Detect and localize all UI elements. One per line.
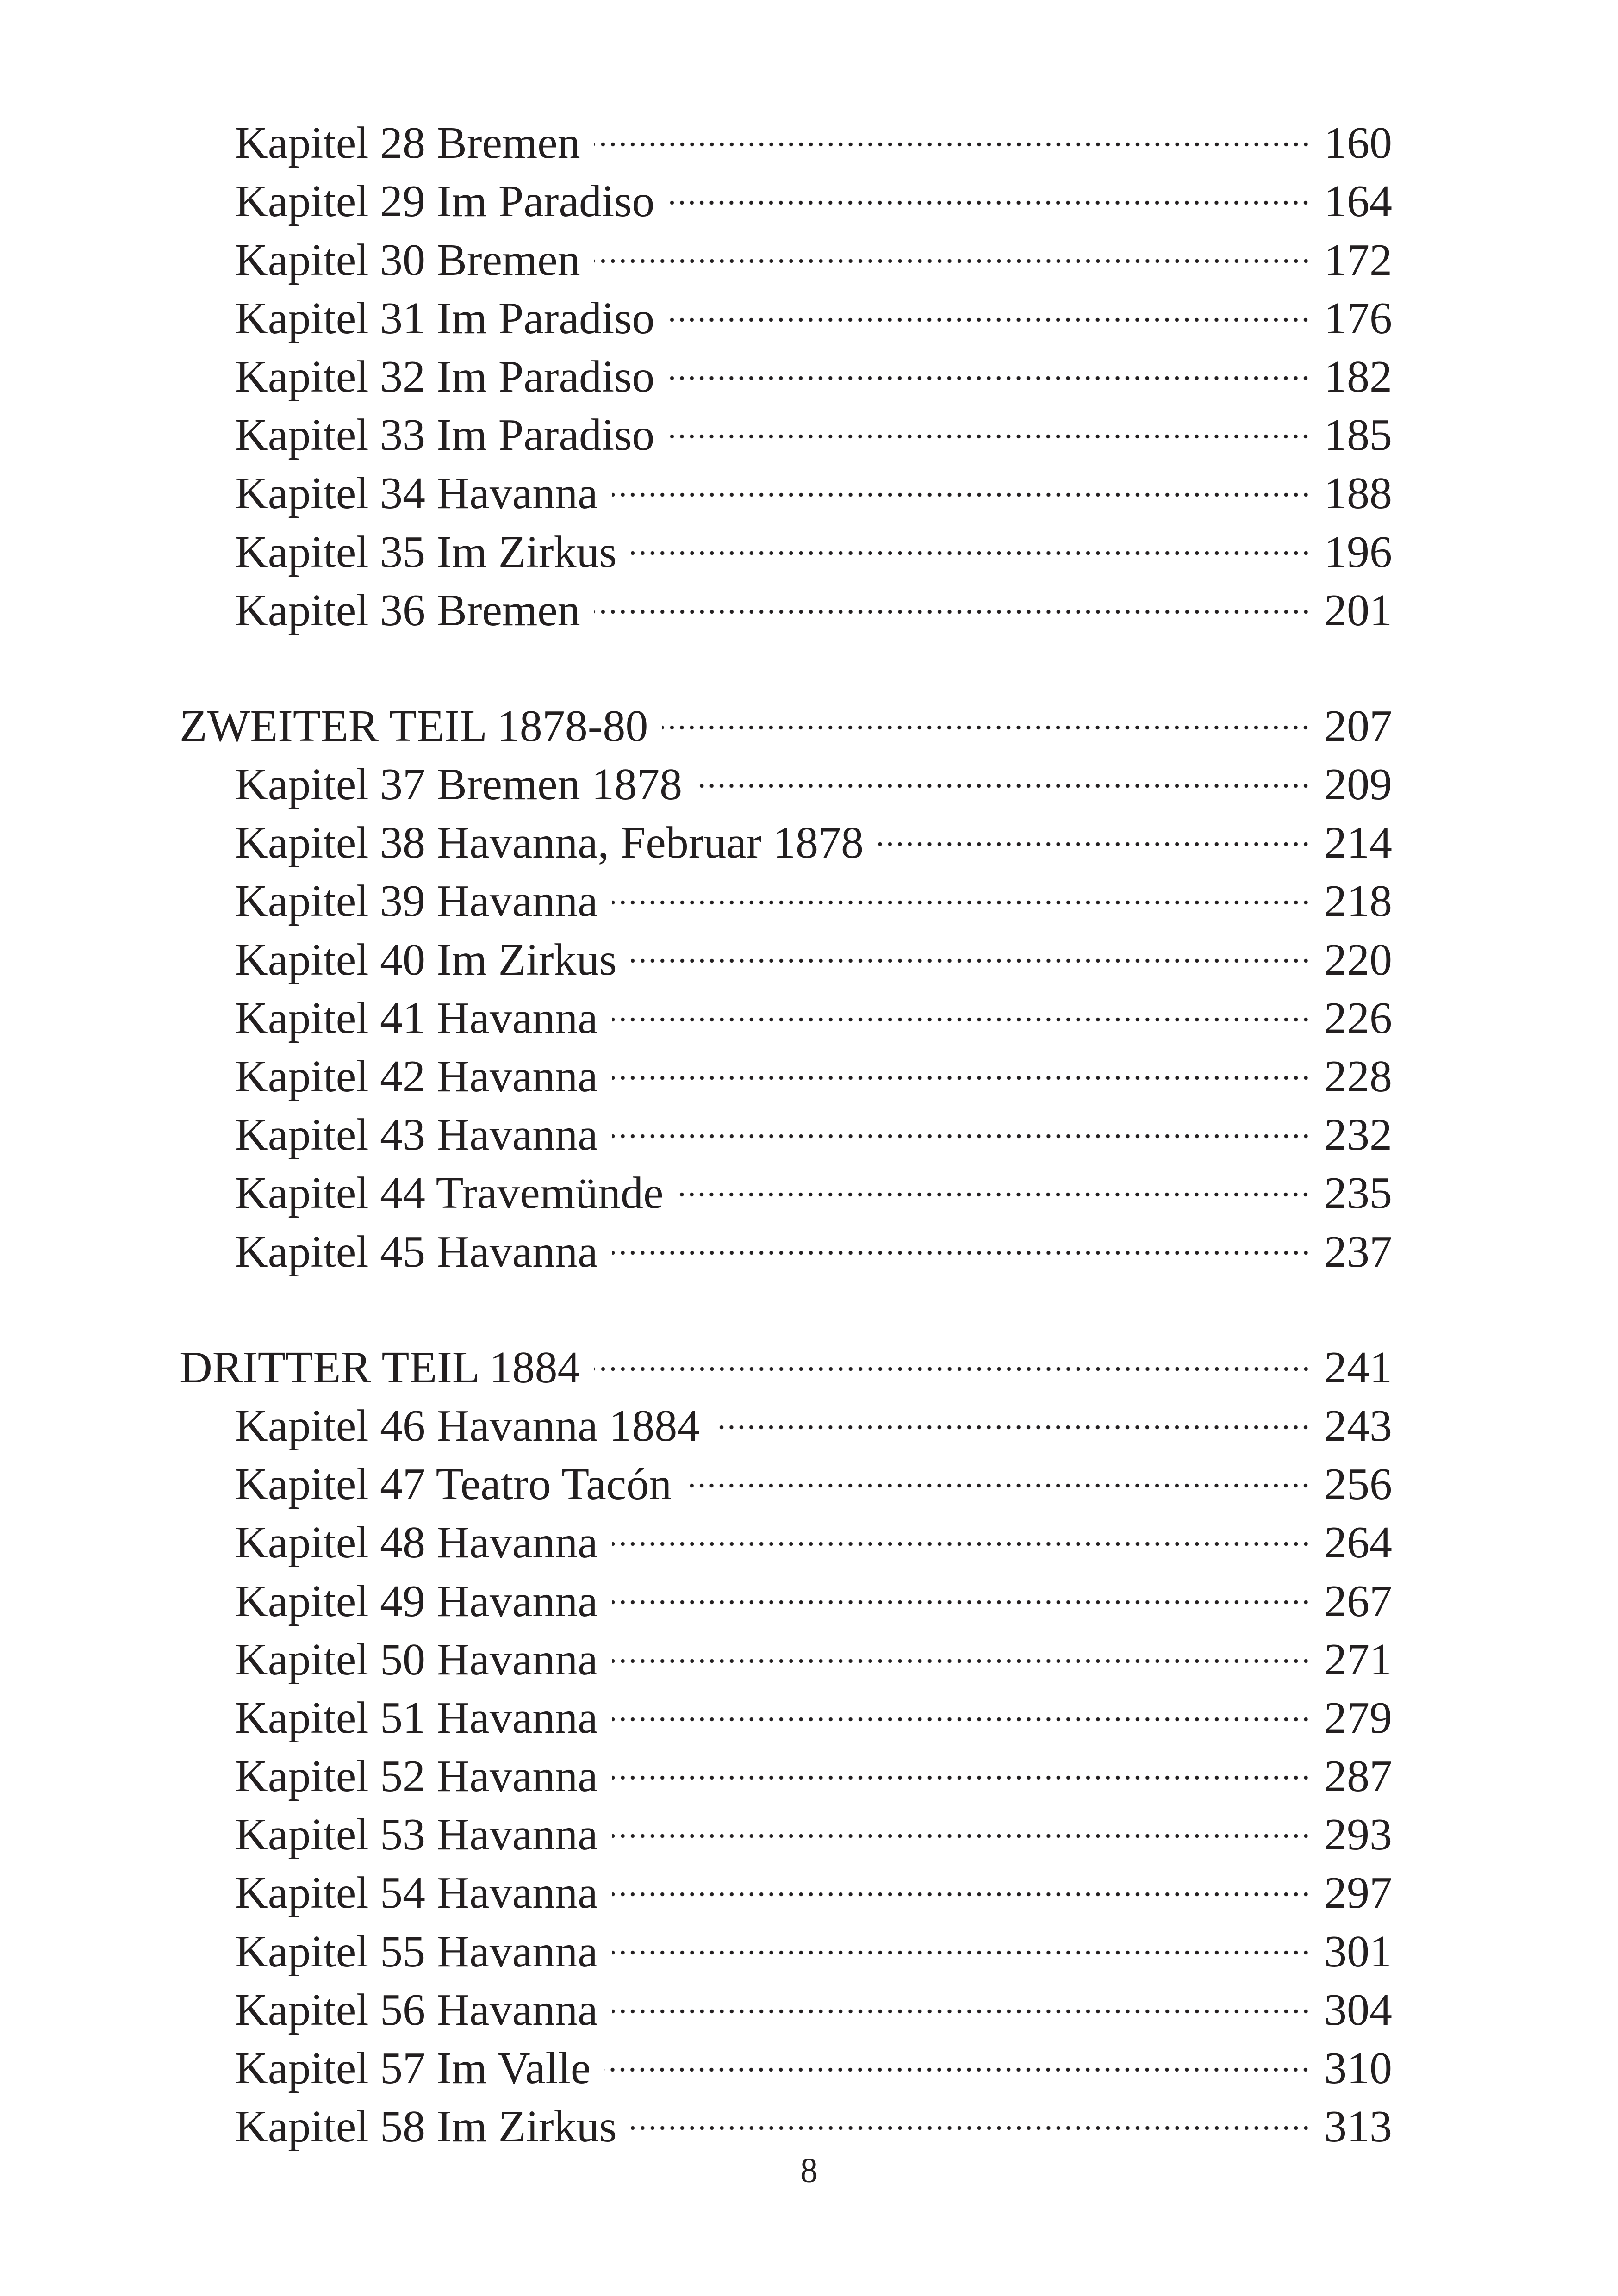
- toc-part-entry: [180, 1324, 1392, 1393]
- dot-leader: [714, 1382, 1311, 1441]
- dot-leader: [877, 799, 1311, 858]
- entry-page-number: 271: [1324, 1634, 1392, 1685]
- dot-leader: [612, 1849, 1311, 1908]
- dot-leader: [612, 1557, 1311, 1616]
- entry-page-number: 232: [1324, 1110, 1392, 1160]
- dot-leader: [668, 158, 1311, 216]
- dot-leader: [677, 1150, 1311, 1208]
- dot-leader: [631, 916, 1311, 974]
- entry-page-number: 220: [1324, 934, 1392, 985]
- entry-title: Kapitel 55 Havanna: [235, 1926, 598, 1977]
- entry-page-number: 264: [1324, 1518, 1392, 1568]
- entry-title: Kapitel 28 Bremen: [235, 118, 580, 168]
- entry-page-number: 287: [1324, 1751, 1392, 1802]
- entry-page-number: 164: [1324, 176, 1392, 227]
- entry-page-number: 182: [1324, 351, 1392, 402]
- dot-leader: [612, 1499, 1311, 1557]
- entry-title: Kapitel 51 Havanna: [235, 1692, 598, 1743]
- page-number: 8: [800, 2151, 818, 2190]
- table-of-contents: [180, 100, 1392, 2152]
- entry-title: Kapitel 33 Im Paradiso: [235, 410, 655, 460]
- entry-title: Kapitel 46 Havanna 1884: [235, 1400, 700, 1451]
- entry-title: Kapitel 56 Havanna: [235, 1985, 598, 2035]
- entry-title: Kapitel 38 Havanna, Februar 1878: [235, 818, 864, 868]
- entry-page-number: 243: [1324, 1400, 1392, 1451]
- entry-title: Kapitel 36 Bremen: [235, 585, 580, 635]
- entry-page-number: 241: [1324, 1342, 1392, 1393]
- entry-page-number: 214: [1324, 818, 1392, 868]
- dot-leader: [662, 683, 1311, 741]
- entry-page-number: 310: [1324, 2043, 1392, 2093]
- dot-leader: [612, 1208, 1311, 1266]
- entry-title: Kapitel 48 Havanna: [235, 1518, 598, 1568]
- entry-page-number: 297: [1324, 1868, 1392, 1918]
- dot-leader: [612, 1033, 1311, 1091]
- entry-page-number: 188: [1324, 468, 1392, 519]
- entry-page-number: 226: [1324, 993, 1392, 1043]
- entry-title: Kapitel 34 Havanna: [235, 468, 598, 519]
- entry-page-number: 237: [1324, 1226, 1392, 1277]
- entry-title: Kapitel 30 Bremen: [235, 235, 580, 285]
- entry-title: Kapitel 35 Im Zirkus: [235, 527, 617, 577]
- entry-title: Kapitel 53 Havanna: [235, 1810, 598, 1860]
- dot-leader: [604, 2025, 1311, 2083]
- entry-title: Kapitel 29 Im Paradiso: [235, 176, 655, 227]
- entry-page-number: 313: [1324, 2102, 1392, 2152]
- entry-title: Kapitel 40 Im Zirkus: [235, 934, 617, 985]
- dot-leader: [612, 1616, 1311, 1674]
- entry-page-number: 185: [1324, 410, 1392, 460]
- dot-leader: [612, 450, 1311, 508]
- dot-leader: [594, 216, 1311, 274]
- dot-leader: [685, 1441, 1311, 1499]
- entry-title: Kapitel 31 Im Paradiso: [235, 293, 655, 343]
- dot-leader: [594, 1324, 1311, 1382]
- dot-leader: [612, 1091, 1311, 1150]
- entry-title: Kapitel 37 Bremen 1878: [235, 759, 683, 810]
- entry-page-number: 304: [1324, 1985, 1392, 2035]
- toc-part-entry: [180, 683, 1392, 751]
- entry-page-number: 279: [1324, 1692, 1392, 1743]
- entry-title: Kapitel 47 Teatro Tacón: [235, 1459, 672, 1510]
- entry-page-number: 196: [1324, 527, 1392, 577]
- entry-title: Kapitel 39 Havanna: [235, 876, 598, 927]
- entry-title: Kapitel 58 Im Zirkus: [235, 2102, 617, 2152]
- dot-leader: [668, 333, 1311, 392]
- dot-leader: [612, 1674, 1311, 1733]
- entry-page-number: 176: [1324, 293, 1392, 343]
- entry-title: Kapitel 54 Havanna: [235, 1868, 598, 1918]
- entry-page-number: 209: [1324, 759, 1392, 810]
- dot-leader: [594, 567, 1311, 625]
- dot-leader: [612, 975, 1311, 1033]
- entry-title: Kapitel 32 Im Paradiso: [235, 351, 655, 402]
- entry-title: Kapitel 57 Im Valle: [235, 2043, 591, 2093]
- entry-page-number: 293: [1324, 1810, 1392, 1860]
- entry-title: Kapitel 44 Travemünde: [235, 1168, 664, 1219]
- dot-leader: [594, 100, 1311, 158]
- toc-chapter-entry: [180, 100, 1392, 168]
- dot-leader: [612, 1966, 1311, 2025]
- dot-leader: [612, 1791, 1311, 1849]
- entry-title: Kapitel 50 Havanna: [235, 1634, 598, 1685]
- entry-title: Kapitel 45 Havanna: [235, 1226, 598, 1277]
- dot-leader: [612, 1908, 1311, 1966]
- dot-leader: [668, 392, 1311, 450]
- entry-page-number: 201: [1324, 585, 1392, 635]
- entry-title: Kapitel 52 Havanna: [235, 1751, 598, 1802]
- entry-page-number: 235: [1324, 1168, 1392, 1219]
- entry-page-number: 228: [1324, 1052, 1392, 1101]
- dot-leader: [668, 275, 1311, 333]
- entry-page-number: 160: [1324, 118, 1392, 168]
- entry-title: Kapitel 43 Havanna: [235, 1110, 598, 1160]
- entry-page-number: 172: [1324, 235, 1392, 285]
- dot-leader: [631, 2083, 1311, 2141]
- entry-page-number: 301: [1324, 1926, 1392, 1977]
- entry-page-number: 218: [1324, 876, 1392, 927]
- entry-title: Kapitel 41 Havanna: [235, 993, 598, 1043]
- entry-title: ZWEITER TEIL 1878-80: [180, 701, 648, 751]
- entry-page-number: 207: [1324, 701, 1392, 751]
- dot-leader: [696, 741, 1311, 799]
- entry-page-number: 256: [1324, 1459, 1392, 1510]
- dot-leader: [631, 508, 1311, 566]
- entry-title: Kapitel 49 Havanna: [235, 1576, 598, 1626]
- entry-title: Kapitel 42 Havanna: [235, 1052, 598, 1101]
- entry-title: DRITTER TEIL 1884: [180, 1342, 580, 1393]
- dot-leader: [612, 1733, 1311, 1791]
- entry-page-number: 267: [1324, 1576, 1392, 1626]
- dot-leader: [612, 858, 1311, 916]
